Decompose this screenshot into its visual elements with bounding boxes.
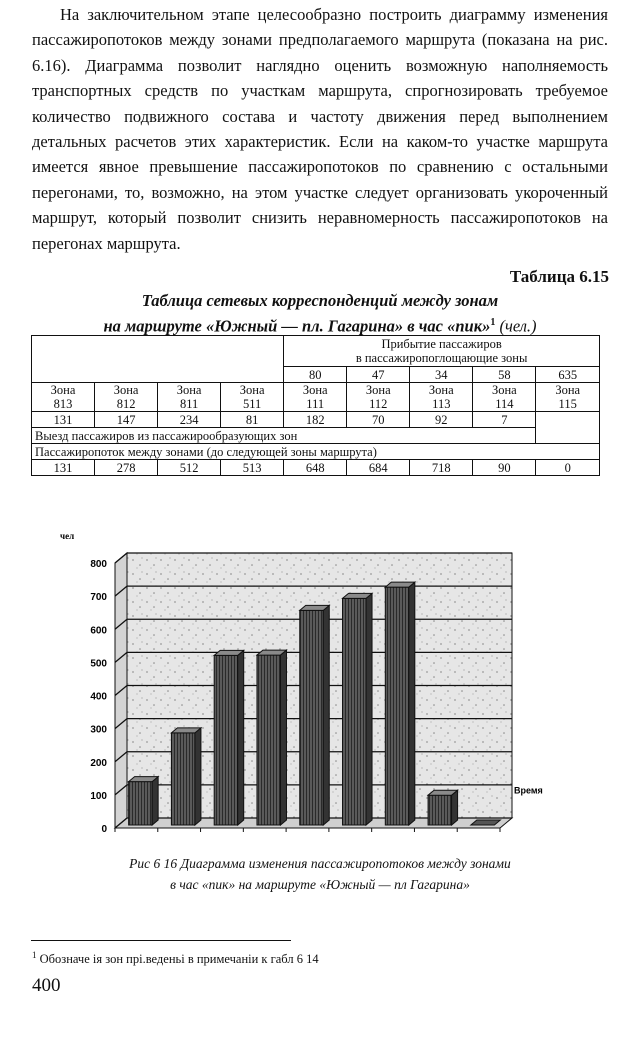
y-tick-label: 400	[90, 691, 107, 703]
y-tick-label: 800	[90, 559, 107, 570]
chart-body	[90, 553, 542, 835]
departure-value: 234	[158, 412, 221, 428]
table-footnote-mark: 1	[490, 317, 496, 328]
empty-cell	[536, 412, 600, 428]
bar	[129, 782, 153, 825]
figure-caption	[40, 853, 600, 895]
bar	[257, 655, 281, 825]
zone-cell	[536, 383, 600, 412]
arrival-value: 34	[410, 367, 473, 383]
flow-value: 718	[410, 460, 473, 476]
departure-value: 182	[284, 412, 347, 428]
bar-side	[366, 593, 372, 825]
caption-line2: в час «пик» на маршруте «Южный — пл Гагарина»	[170, 877, 470, 892]
y-axis-label: чел	[60, 531, 75, 541]
bar-side	[409, 582, 415, 825]
bar-top	[428, 790, 458, 795]
zone-word: Зона	[239, 383, 265, 397]
arrival-value: 80	[284, 367, 347, 383]
arrival-value: 47	[347, 367, 410, 383]
zone-word: Зона	[302, 383, 328, 397]
bar-top	[343, 593, 373, 598]
bar	[343, 598, 367, 825]
arrival-value: 58	[473, 367, 536, 383]
table-title	[30, 290, 610, 338]
bar	[300, 610, 324, 825]
flow-value: 648	[284, 460, 347, 476]
body-paragraph	[32, 2, 608, 256]
zone-cell	[347, 383, 410, 412]
table-title-line2-text: на маршруте «Южный — пл. Гагарина» в час «пик»	[103, 316, 491, 336]
y-tick-label: 300	[90, 724, 107, 736]
departure-label-row	[32, 428, 600, 444]
bar	[471, 820, 501, 825]
zone-code: 813	[53, 397, 73, 411]
zone-word: Зона	[428, 383, 454, 397]
y-tick-label: 100	[90, 790, 107, 802]
y-tick-label: 500	[90, 658, 107, 670]
departure-value: 81	[221, 412, 284, 428]
passenger-flow-chart	[60, 528, 580, 848]
bar-side	[323, 605, 329, 825]
departure-value: 131	[32, 412, 95, 428]
bar-top	[171, 728, 201, 733]
departure-value: 92	[410, 412, 473, 428]
zone-cell	[284, 383, 347, 412]
zone-word: Зона	[491, 383, 517, 397]
zone-word: Зона	[555, 383, 581, 397]
bar-side	[195, 728, 201, 825]
flow-value: 131	[32, 460, 95, 476]
table-unit: (чел.)	[499, 316, 537, 336]
y-tick-label: 600	[90, 625, 107, 637]
page-number: 400	[32, 975, 61, 996]
bar-top	[129, 777, 159, 782]
footnote	[32, 950, 319, 967]
flow-value: 90	[473, 460, 536, 476]
zone-code: 812	[116, 397, 136, 411]
y-tick-label: 700	[90, 592, 107, 604]
zone-cell	[32, 383, 95, 412]
zone-code: 113	[432, 397, 451, 411]
table-title-line1: Таблица сетевых корреспонденций между зонам	[141, 291, 499, 310]
zone-code: 511	[243, 397, 262, 411]
table-title-line2	[30, 312, 610, 338]
y-tick-label: 200	[90, 757, 107, 769]
zone-cell	[158, 383, 221, 412]
zone-code: 115	[558, 397, 577, 411]
x-axis-label: Время	[514, 785, 543, 796]
zone-row	[32, 383, 600, 412]
flow-value: 513	[221, 460, 284, 476]
flow-value: 0	[536, 460, 600, 476]
zone-cell	[410, 383, 473, 412]
empty-cell	[536, 428, 600, 444]
flow-value: 684	[347, 460, 410, 476]
flow-value: 278	[95, 460, 158, 476]
arrival-header	[284, 336, 600, 367]
zone-code: 111	[306, 397, 325, 411]
departure-values-row	[32, 412, 600, 428]
zone-word: Зона	[113, 383, 139, 397]
zone-word: Зона	[50, 383, 76, 397]
flow-value: 512	[158, 460, 221, 476]
table-number: Таблица 6.15	[509, 267, 609, 286]
departure-value: 70	[347, 412, 410, 428]
bar	[214, 655, 238, 825]
zone-cell	[95, 383, 158, 412]
zone-word: Зона	[176, 383, 202, 397]
bar-top	[257, 650, 287, 655]
zone-cell	[221, 383, 284, 412]
zone-code: 112	[369, 397, 388, 411]
table-header-row	[32, 336, 600, 367]
flow-values-row	[32, 460, 600, 476]
footnote-divider	[31, 940, 291, 941]
bar-side	[152, 777, 158, 825]
bar	[385, 587, 409, 825]
flow-label: Пассажиропоток между зонами (до следующей зоны маршрута)	[32, 444, 600, 460]
zone-code: 811	[179, 397, 199, 411]
footnote-text: Обозначе ія зон прі.веденьі в примечаніи к габл 6 14	[39, 952, 319, 967]
arrival-header-line1: Прибытие пассажиров	[381, 337, 502, 351]
y-tick-label: 0	[101, 824, 107, 835]
bar-side	[238, 650, 244, 825]
body-text: На заключительном этапе целесообразно построить диаграмму изменения пассажиропотоков между зонами предполагаемого маршрута (показана на рис. 6.16). Диаграмма позволит наглядно оценить возможную наполняемость транспортных средств по участкам маршрута, спрогнозировать требуемое количество подвижного состава и частоту движения перед выполнением детальных расчетов этих характеристик. Если на каком-то участке маршрута имеется явное превышение пассажиропотоков по сравнению с остальными перегонами, то, возможно, на этом участке следует организовать укороченный маршрут, который позволит снизить неравномерность пассажиропотоков на перегонах маршрута.	[32, 5, 608, 253]
bar	[428, 795, 452, 825]
bar-top	[300, 605, 330, 610]
bar	[171, 733, 195, 825]
zone-word: Зона	[365, 383, 391, 397]
footnote-mark: 1	[32, 950, 37, 960]
caption-line1: Рис 6 16 Диаграмма изменения пассажиропотоков между зонами	[129, 856, 511, 871]
zone-cell	[473, 383, 536, 412]
empty-header-cell	[32, 336, 284, 383]
zone-code: 114	[495, 397, 514, 411]
departure-value: 147	[95, 412, 158, 428]
bar-top	[214, 650, 244, 655]
arrival-value: 635	[536, 367, 600, 383]
departure-label: Выезд пассажиров из пассажирообразующих зон	[32, 428, 536, 444]
correspondence-table	[31, 335, 600, 476]
departure-value: 7	[473, 412, 536, 428]
flow-label-row	[32, 444, 600, 460]
bar-side	[452, 790, 458, 825]
arrival-header-line2: в пассажиропоглощающие зоны	[355, 351, 528, 365]
bar-side	[280, 650, 286, 825]
bar-top	[385, 582, 415, 587]
